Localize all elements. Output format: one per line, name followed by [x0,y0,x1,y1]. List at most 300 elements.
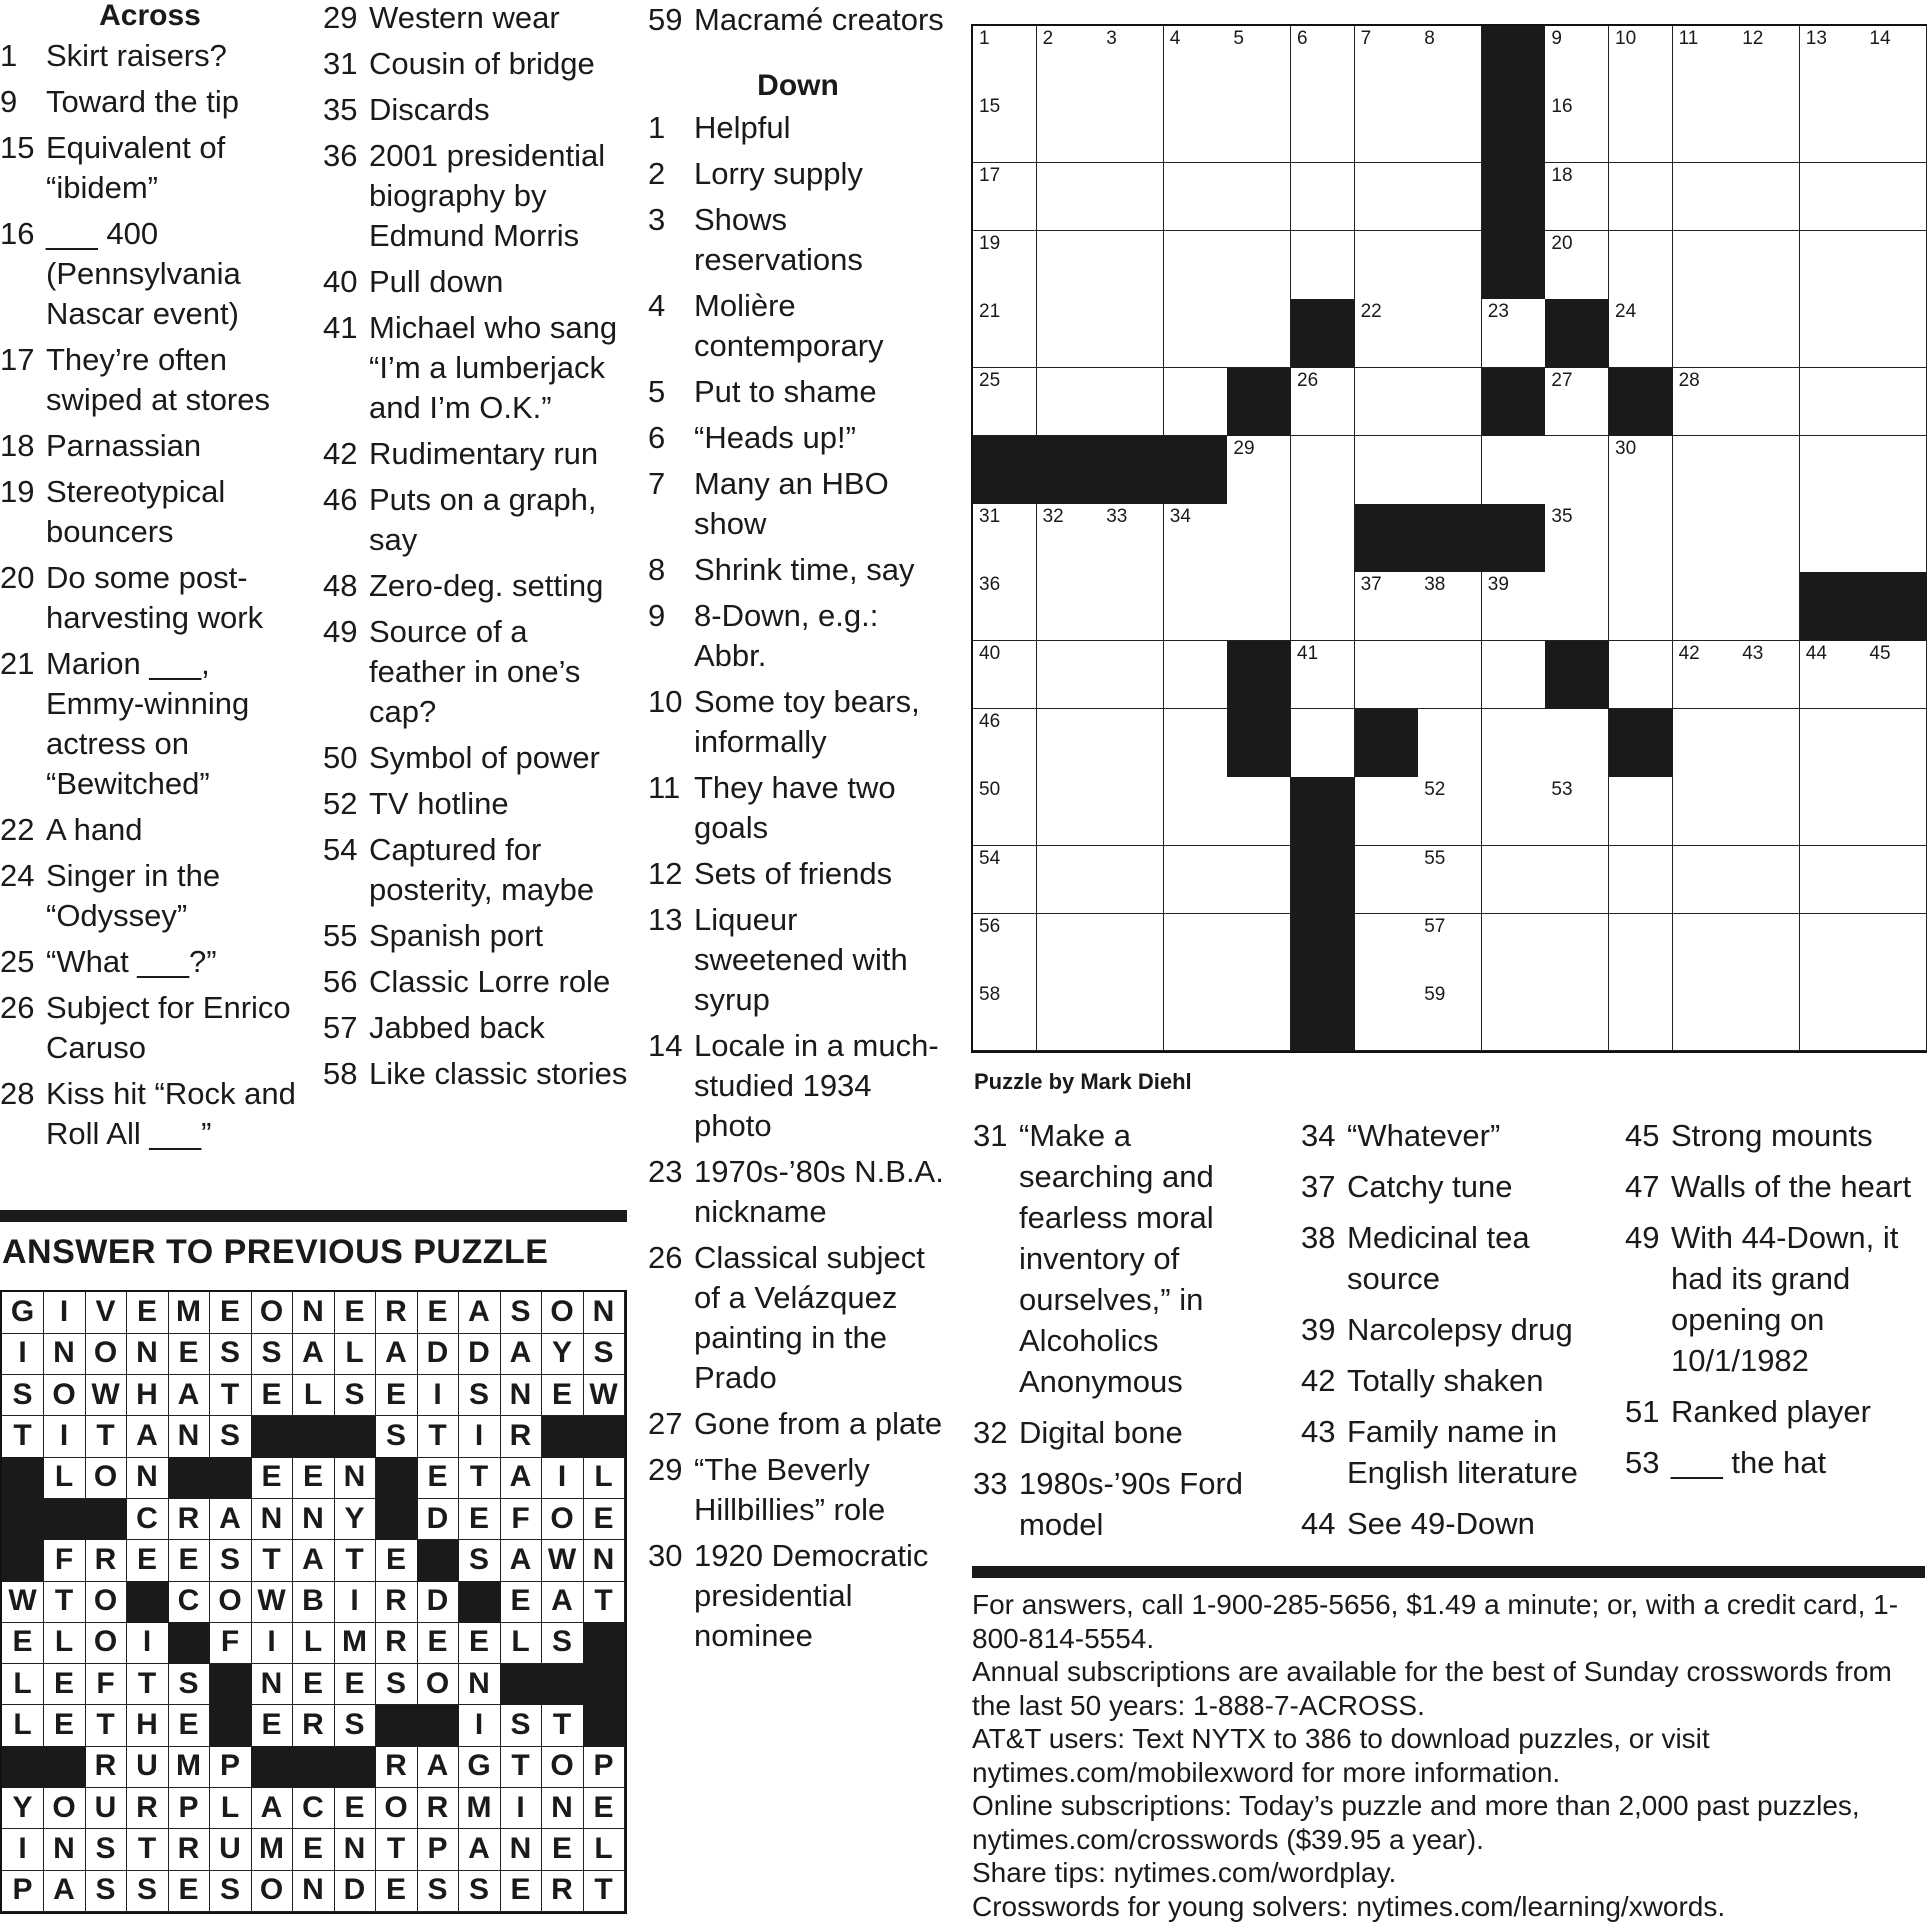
answer-cell: T [127,1829,169,1871]
grid-cell[interactable] [1609,436,1673,505]
grid-cell[interactable] [1355,368,1419,437]
grid-cell[interactable] [1673,504,1737,573]
clue-number: 27 [648,1406,683,1441]
grid-cell[interactable] [1800,709,1864,778]
cell-number: 46 [979,711,1001,732]
answer-cell: E [127,1292,169,1334]
grid-cell[interactable] [1037,572,1101,641]
grid-cell[interactable] [1227,299,1291,368]
answer-cell: A [417,1746,459,1788]
clue-down-bot3-47 [1625,1166,1925,1207]
grid-cell[interactable] [1164,641,1228,710]
clue-down-bot2-38 [1301,1217,1616,1299]
answer-cell: E [44,1705,86,1747]
black-square [1037,436,1101,505]
grid-cell[interactable] [1736,572,1800,641]
grid-cell[interactable] [1037,777,1101,846]
grid-cell[interactable] [1100,572,1164,641]
black-square [1609,709,1673,778]
black-square [1482,231,1546,300]
clue-down-bot3-49 [1625,1217,1925,1381]
info-line: Share tips: nytimes.com/wordplay. [972,1857,1397,1888]
grid-cell[interactable] [1100,777,1164,846]
answer-black-square [2,1499,44,1541]
clue-number: 47 [1625,1169,1660,1204]
clue-text: Captured for posterity, maybe [369,832,595,907]
grid-cell[interactable] [1673,572,1737,641]
grid-cell[interactable] [1736,231,1800,300]
grid-cell[interactable] [1609,504,1673,573]
grid-cell[interactable] [1418,231,1482,300]
grid-cell[interactable] [1863,163,1927,232]
grid-cell[interactable] [973,231,1037,300]
answer-cell: I [44,1292,86,1334]
clue-number: 22 [0,812,35,847]
grid-cell[interactable] [1482,846,1546,915]
grid-cell[interactable] [1800,777,1864,846]
grid-cell[interactable] [1609,26,1673,95]
grid-cell[interactable] [1037,299,1101,368]
grid-cell[interactable] [1545,231,1609,300]
black-square [1100,436,1164,505]
clue-number: 11 [648,770,681,805]
clue-number: 38 [1301,1220,1336,1255]
answer-black-square [376,1499,418,1541]
cell-number: 2 [1042,28,1054,49]
grid-cell[interactable] [1673,368,1737,437]
grid-cell[interactable] [1164,777,1228,846]
clue-number: 54 [323,832,358,867]
grid-cell[interactable] [1164,846,1228,915]
grid-cell[interactable] [1800,436,1864,505]
answer-black-square [44,1746,86,1788]
clue-text: Pull down [369,264,504,299]
grid-cell[interactable] [1164,299,1228,368]
cell-number: 9 [1551,28,1562,49]
answer-cell: M [168,1292,210,1334]
grid-cell[interactable] [1673,641,1737,710]
clue-across-col1-28 [0,1074,300,1154]
grid-cell[interactable] [1609,94,1673,163]
grid-cell[interactable] [1418,368,1482,437]
grid-cell[interactable] [1100,504,1164,573]
grid-cell[interactable] [1800,26,1864,95]
cell-number: 56 [979,915,1001,937]
grid-cell[interactable] [1482,777,1546,846]
cell-number: 25 [979,369,1001,391]
grid-cell[interactable] [973,709,1037,778]
grid-cell[interactable] [1227,94,1291,163]
grid-cell[interactable] [1609,914,1673,983]
grid-cell[interactable] [1037,163,1101,232]
grid-cell[interactable] [973,368,1037,437]
answer-cell: E [251,1705,293,1747]
grid-cell[interactable] [1164,572,1228,641]
grid-cell[interactable] [973,163,1037,232]
grid-cell[interactable] [973,914,1037,983]
grid-cell[interactable] [1291,641,1355,710]
grid-cell[interactable] [1800,231,1864,300]
answer-black-square [334,1416,376,1458]
grid-cell[interactable] [1673,299,1737,368]
cell-number: 33 [1106,506,1128,528]
grid-cell[interactable] [1037,94,1101,163]
grid-cell[interactable] [1227,436,1291,505]
grid-cell[interactable] [1291,436,1355,505]
grid-cell[interactable] [1673,163,1737,232]
grid-cell[interactable] [1418,982,1482,1051]
grid-cell[interactable] [1355,846,1419,915]
grid-cell[interactable] [1863,436,1927,505]
grid-cell[interactable] [1673,231,1737,300]
answer-cell: M [168,1746,210,1788]
clue-text: “The Beverly Hillbillies” role [694,1452,886,1527]
grid-cell[interactable] [1100,709,1164,778]
grid-cell[interactable] [1037,709,1101,778]
grid-cell[interactable] [1863,914,1927,983]
grid-cell[interactable] [1800,299,1864,368]
grid-cell[interactable] [1418,163,1482,232]
grid-cell[interactable] [1800,914,1864,983]
grid-cell[interactable] [1736,163,1800,232]
grid-cell[interactable] [1545,436,1609,505]
grid-cell[interactable] [1100,846,1164,915]
grid-cell[interactable] [1800,504,1864,573]
grid-cell[interactable] [1800,163,1864,232]
grid-cell[interactable] [1227,777,1291,846]
cell-number: 36 [979,574,1001,596]
grid-cell[interactable] [1418,914,1482,983]
answer-black-square [542,1664,584,1706]
clue-across-col1-25 [0,942,300,982]
grid-cell[interactable] [1482,572,1546,641]
grid-cell[interactable] [1863,846,1927,915]
grid-cell[interactable] [1609,572,1673,641]
grid-cell[interactable] [1736,709,1800,778]
grid-cell[interactable] [1418,572,1482,641]
grid-cell[interactable] [1545,846,1609,915]
grid-cell[interactable] [1673,914,1737,983]
answer-cell: L [293,1622,335,1664]
answer-cell: D [417,1499,459,1541]
grid-cell[interactable] [1545,914,1609,983]
answer-cell: R [85,1540,127,1582]
grid-cell[interactable] [1100,982,1164,1051]
answer-cell: M [251,1829,293,1871]
grid-cell[interactable] [1418,777,1482,846]
answer-cell: E [583,1788,625,1830]
grid-cell[interactable] [1482,709,1546,778]
answer-cell: E [210,1292,252,1334]
grid-cell[interactable] [1037,982,1101,1051]
grid-cell[interactable] [1164,163,1228,232]
grid-cell[interactable] [1609,982,1673,1051]
grid-cell[interactable] [1100,26,1164,95]
grid-cell[interactable] [1609,231,1673,300]
clue-down-col3-23 [648,1152,948,1232]
grid-cell[interactable] [1418,709,1482,778]
grid-cell[interactable] [1100,368,1164,437]
grid-cell[interactable] [973,299,1037,368]
answer-cell: P [417,1829,459,1871]
grid-cell[interactable] [973,777,1037,846]
answer-cell: A [500,1333,542,1375]
answer-cell: C [168,1581,210,1623]
cell-number: 43 [1742,642,1764,664]
grid-cell[interactable] [1037,26,1101,95]
clue-number: 45 [1625,1118,1660,1153]
grid-cell[interactable] [1355,94,1419,163]
answer-cell: A [459,1292,501,1334]
grid-cell[interactable] [1673,26,1737,95]
grid-cell[interactable] [1545,368,1609,437]
cell-number: 39 [1487,574,1509,596]
grid-cell[interactable] [1736,914,1800,983]
answer-cell: I [251,1622,293,1664]
grid-cell[interactable] [1736,846,1800,915]
grid-cell[interactable] [1863,982,1927,1051]
grid-cell[interactable] [1291,572,1355,641]
cell-number: 42 [1678,642,1700,664]
grid-cell[interactable] [1800,641,1864,710]
grid-cell[interactable] [1609,777,1673,846]
grid-cell[interactable] [1291,709,1355,778]
grid-cell[interactable] [1673,777,1737,846]
answer-cell: E [376,1540,418,1582]
answer-cell: T [127,1664,169,1706]
clue-text: Equivalent of “ibidem” [46,130,226,205]
answer-cell: T [459,1457,501,1499]
answer-cell: L [583,1829,625,1871]
grid-cell[interactable] [1545,982,1609,1051]
grid-cell[interactable] [1545,94,1609,163]
grid-cell[interactable] [1037,641,1101,710]
grid-cell[interactable] [1355,299,1419,368]
answer-cell: H [127,1375,169,1417]
clue-down-col3-10 [648,682,948,762]
grid-cell[interactable] [1736,368,1800,437]
cell-number: 26 [1297,369,1319,391]
grid-cell[interactable] [973,846,1037,915]
grid-cell[interactable] [1100,641,1164,710]
grid-cell[interactable] [1291,163,1355,232]
down-clue-list-2 [973,1115,1258,1545]
answer-cell: S [583,1333,625,1375]
answer-cell: A [293,1540,335,1582]
answer-black-square [44,1499,86,1541]
grid-cell[interactable] [1545,709,1609,778]
grid-cell[interactable] [1164,914,1228,983]
grid-cell[interactable] [1227,231,1291,300]
grid-cell[interactable] [1227,572,1291,641]
clue-text: 8-Down, e.g.: Abbr. [694,598,879,673]
answer-cell: N [44,1333,86,1375]
grid-cell[interactable] [1609,163,1673,232]
grid-cell[interactable] [1037,846,1101,915]
grid-cell[interactable] [1100,231,1164,300]
grid-cell[interactable] [1545,504,1609,573]
grid-cell[interactable] [1037,504,1101,573]
clue-across-col2-41 [323,308,628,428]
grid-cell[interactable] [1227,914,1291,983]
clue-number: 41 [323,310,358,345]
clue-number: 31 [323,46,358,81]
clue-text: Shrink time, say [694,552,915,587]
answer-cell: T [376,1829,418,1871]
grid-cell[interactable] [1164,982,1228,1051]
grid-cell[interactable] [1355,231,1419,300]
grid-cell[interactable] [1418,846,1482,915]
grid-cell[interactable] [1673,846,1737,915]
grid-cell[interactable] [1482,299,1546,368]
grid-cell[interactable] [1800,368,1864,437]
grid-cell[interactable] [1863,641,1927,710]
grid-cell[interactable] [1418,299,1482,368]
grid-cell[interactable] [1609,641,1673,710]
answer-cell: O [251,1870,293,1912]
grid-cell[interactable] [1227,846,1291,915]
grid-cell[interactable] [1736,504,1800,573]
grid-cell[interactable] [1863,94,1927,163]
grid-cell[interactable] [1100,163,1164,232]
answer-black-square [293,1416,335,1458]
grid-cell[interactable] [1863,231,1927,300]
grid-cell[interactable] [1545,163,1609,232]
grid-cell[interactable] [1100,914,1164,983]
grid-cell[interactable] [973,26,1037,95]
cell-number: 59 [1424,984,1446,1006]
grid-cell[interactable] [1863,368,1927,437]
clue-down-bot2-42 [1301,1360,1616,1401]
grid-cell[interactable] [1736,982,1800,1051]
across-clue-list-1 [0,36,300,1154]
grid-cell[interactable] [1164,709,1228,778]
info-line: AT&T users: Text NYTX to 386 to download puzzles, or visit nytimes.com/mobilexword for more information. [972,1723,1710,1788]
grid-cell[interactable] [1355,436,1419,505]
grid-cell[interactable] [1355,26,1419,95]
grid-cell[interactable] [1355,777,1419,846]
grid-cell[interactable] [1673,436,1737,505]
grid-cell[interactable] [1800,846,1864,915]
grid-cell[interactable] [1863,504,1927,573]
grid-cell[interactable] [1164,504,1228,573]
grid-cell[interactable] [1736,299,1800,368]
grid-cell[interactable] [1227,504,1291,573]
clue-text: Do some post-harvesting work [46,560,264,635]
answer-cell: U [210,1829,252,1871]
grid-cell[interactable] [1800,94,1864,163]
grid-cell[interactable] [1291,368,1355,437]
grid-cell[interactable] [1609,846,1673,915]
clue-text: Strong mounts [1671,1118,1873,1153]
grid-cell[interactable] [1227,26,1291,95]
grid-cell[interactable] [1100,94,1164,163]
grid-cell[interactable] [973,94,1037,163]
cell-number: 44 [1805,642,1827,664]
answer-cell: I [500,1788,542,1830]
grid-cell[interactable] [1164,231,1228,300]
grid-cell[interactable] [1164,94,1228,163]
answer-cell: I [127,1622,169,1664]
grid-cell[interactable] [1100,299,1164,368]
grid-cell[interactable] [1482,914,1546,983]
grid-cell[interactable] [1291,231,1355,300]
grid-cell[interactable] [1673,709,1737,778]
grid-cell[interactable] [1418,436,1482,505]
grid-cell[interactable] [1482,982,1546,1051]
answer-cell: S [459,1375,501,1417]
grid-cell[interactable] [1037,914,1101,983]
grid-cell[interactable] [1609,299,1673,368]
answer-cell: N [127,1457,169,1499]
answer-cell: T [542,1705,584,1747]
grid-cell[interactable] [1673,982,1737,1051]
grid-cell[interactable] [1164,368,1228,437]
grid-cell[interactable] [1673,94,1737,163]
grid-cell[interactable] [1418,641,1482,710]
clue-number: 29 [648,1452,683,1487]
grid-cell[interactable] [1418,94,1482,163]
grid-cell[interactable] [1291,26,1355,95]
grid-cell[interactable] [973,572,1037,641]
answer-cell: C [293,1788,335,1830]
grid-cell[interactable] [973,641,1037,710]
grid-cell[interactable] [973,504,1037,573]
grid-cell[interactable] [1037,231,1101,300]
clue-text: Skirt raisers? [46,38,227,73]
grid-cell[interactable] [1164,26,1228,95]
answer-cell: S [542,1622,584,1664]
grid-cell[interactable] [1291,94,1355,163]
answer-cell: L [334,1333,376,1375]
grid-cell[interactable] [1863,777,1927,846]
black-square [1482,368,1546,437]
grid-cell[interactable] [1418,26,1482,95]
grid-cell[interactable] [1355,982,1419,1051]
grid-cell[interactable] [1227,163,1291,232]
grid-cell[interactable] [1355,641,1419,710]
grid-cell[interactable] [1355,914,1419,983]
grid-cell[interactable] [1863,709,1927,778]
grid-cell[interactable] [1482,641,1546,710]
grid-cell[interactable] [1736,94,1800,163]
grid-cell[interactable] [1482,436,1546,505]
grid-cell[interactable] [1736,26,1800,95]
grid-cell[interactable] [1863,299,1927,368]
clue-text: Spanish port [369,918,544,953]
clue-number: 26 [648,1240,683,1275]
grid-cell[interactable] [1736,777,1800,846]
answer-cell: E [542,1375,584,1417]
grid-cell[interactable] [1291,504,1355,573]
grid-cell[interactable] [1037,368,1101,437]
grid-cell[interactable] [1355,163,1419,232]
grid-cell[interactable] [1545,572,1609,641]
grid-cell[interactable] [1863,26,1927,95]
answer-cell: I [417,1375,459,1417]
answer-cell: O [85,1333,127,1375]
grid-cell[interactable] [1545,26,1609,95]
clue-down-bot1-31 [973,1115,1258,1402]
grid-cell[interactable] [1800,982,1864,1051]
grid-cell[interactable] [1736,436,1800,505]
grid-cell[interactable] [1736,641,1800,710]
grid-cell[interactable] [1355,572,1419,641]
grid-cell[interactable] [1227,982,1291,1051]
grid-cell[interactable] [973,982,1037,1051]
grid-cell[interactable] [1545,777,1609,846]
answer-cell: S [334,1375,376,1417]
